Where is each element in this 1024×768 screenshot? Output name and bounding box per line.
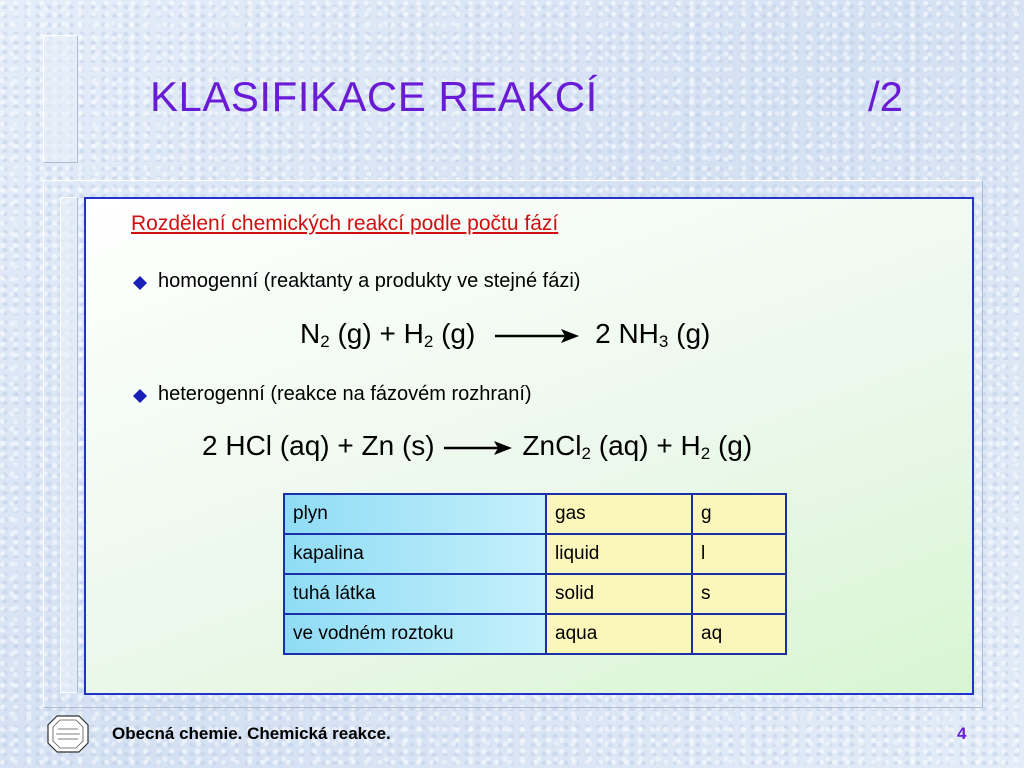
diamond-bullet-icon [133,276,147,290]
eq1-plus: + [371,318,404,349]
slide-title-page: /2 [868,73,904,120]
eq2-product-1-sub: 2 [581,444,591,463]
eq1-product-phase: (g) [668,318,711,349]
eq2-product-1: ZnCl [522,430,582,461]
eq1-reactant-1-sub: 2 [320,332,330,351]
reaction-arrow-icon [444,438,514,458]
table-cell: ve vodném roztoku [284,614,546,654]
table-cell: aq [692,614,786,654]
table-cell: tuhá látka [284,574,546,614]
eq1-reactant-2-sub: 2 [423,332,434,351]
eq2-plus-1: + [329,430,362,461]
eq2-product-1-phase: (aq) [591,430,649,461]
reaction-arrow-icon [495,326,581,346]
table-cell: s [692,574,786,614]
eq1-reactant-2-phase: (g) [433,318,476,349]
decorative-bar-left [60,197,78,693]
footer-course-title: Obecná chemie. Chemická reakce. [112,724,391,743]
eq1-product: 2 NH [595,318,659,349]
table-cell: gas [546,494,692,534]
university-seal-icon [46,714,90,754]
bullet-homogeneous: homogenní (reaktanty a produkty ve stejné fázi) [158,270,581,292]
table-cell: kapalina [284,534,546,574]
table-cell: l [692,534,786,574]
table-cell: plyn [284,494,546,534]
table-row [284,534,786,574]
eq1-reactant-2: H [403,318,424,349]
eq2-reactant-2: Zn (s) [361,430,435,461]
table-cell: aqua [546,614,692,654]
diamond-bullet-icon [133,389,147,403]
eq1-product-sub: 3 [658,332,669,351]
section-heading: Rozdělení chemických reakcí podle počtu fází [131,212,559,235]
equation-homogeneous [300,318,710,352]
table-row [284,574,786,614]
table-cell: g [692,494,786,534]
eq1-reactant-1-phase: (g) [329,318,372,349]
footer-page-number: 4 [957,724,967,743]
eq2-product-2: H [680,430,701,461]
eq2-reactant-1: 2 HCl (aq) [202,430,330,461]
eq1-reactant-1: N [300,318,321,349]
phase-table [283,493,787,655]
table-cell: solid [546,574,692,614]
slide-title: KLASIFIKACE REAKCÍ [150,73,598,120]
bullet-heterogeneous: heterogenní (reakce na fázovém rozhraní) [158,383,532,405]
equation-heterogeneous [202,430,752,464]
table-row [284,494,786,534]
table-cell: liquid [546,534,692,574]
eq2-product-2-phase: (g) [710,430,753,461]
decorative-bar-top [43,35,78,163]
eq2-plus-2: + [648,430,681,461]
eq2-product-2-sub: 2 [700,444,711,463]
table-row [284,614,786,654]
